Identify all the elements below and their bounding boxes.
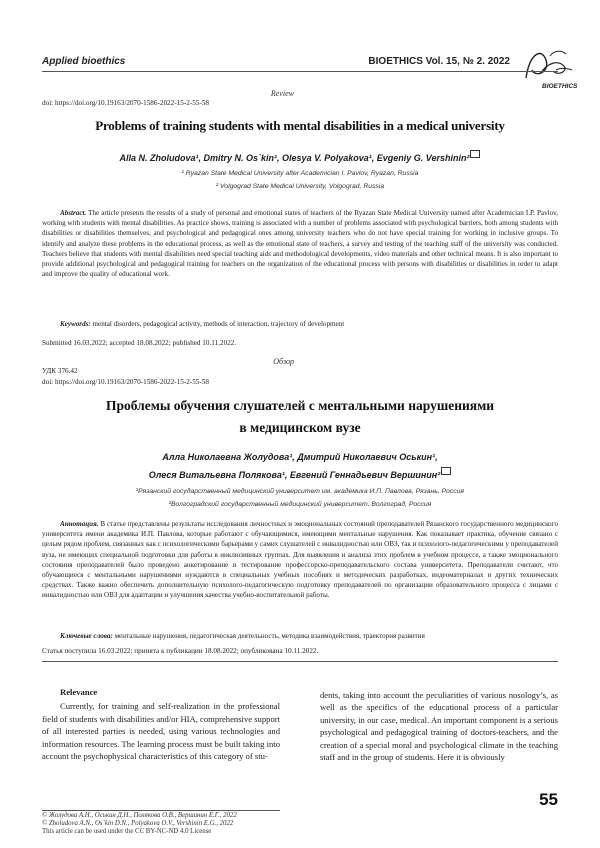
keywords-label-ru: Ключевые слова:: [60, 632, 113, 640]
article-title-ru-line2: в медицинском вузе: [239, 420, 361, 435]
body-column-right: [320, 689, 558, 763]
keywords-text-en: mental disorders, pedagogical activity, methods of interaction, trajectory of development: [90, 320, 345, 328]
udc-ru: УДК 376.42: [42, 367, 78, 375]
keywords-text-ru: ментальные нарушения, педагогическая деятельность, методика взаимодействия, траектория развития: [112, 632, 425, 640]
copyright-ru: © Жолудова А.Н., Оськин Д.Н., Полякова О.В., Вершинин Е.Г., 2022: [42, 812, 237, 819]
logo-mark-icon: [520, 44, 582, 90]
authors-ru-line1: Алла Николаевна Жолудова¹, Дмитрий Николаевич Оськин¹,: [162, 452, 438, 462]
copyright-block: [42, 812, 237, 837]
affiliation-1-ru: ¹Рязанский государственный медицинский университет им. академика И.П. Павлова, Рязань, Россия: [135, 488, 465, 495]
article-title-ru-line1: Проблемы обучения слушателей с ментальными нарушениями: [105, 398, 495, 413]
authors-en-text: Alla N. Zholudova¹, Dmitry N. Os`kin¹, Olesya V. Polyakova¹, Evgeniy G. Vershinin²: [119, 153, 470, 163]
authors-ru-line2: [42, 470, 558, 480]
footer-rule: [42, 810, 280, 811]
section-rule: [42, 661, 558, 662]
authors-en: [42, 153, 558, 163]
copyright-en: © Zholudova A.N., Os`kin D.N., Polyakova O.V., Vershinin E.G., 2022: [42, 820, 234, 828]
keywords-ru: [60, 632, 558, 640]
article-type-en: Review: [270, 89, 294, 98]
article-type-ru: Обзор: [273, 357, 294, 366]
authors-ru-line2-text: Олеся Витальевна Полякова¹, Евгений Геннадьевич Вершинин²: [148, 470, 441, 480]
affiliation-2-en: ² Volgograd State Medical University, Volgograd, Russia: [215, 183, 385, 190]
article-title-en: Problems of training students with mental disabilities in a medical university: [95, 118, 505, 133]
abstract-text-en: The article presents the results of a study of personal and emotional states of teachers of the Ryazan State Medical University named after Academician I.P. Pavlov, working with students with mental disabilities. As practice shows, training is associated with a number of problems associated with psychological barriers, both among students with disabilities or disabilities themselves, and psychological and pedagogical ones among university teachers who do not have special training for working in inclusive groups. To identify and analyze these problems in the educational process, as well as the emotional state of teachers, a survey and testing of the teaching staff of the university was conducted. Teachers believe that students with mental disabilities need special teaching aids and methodological developments, video materials and other technical means. It is also important to provide additional psychological and pedagogical training for teachers on the organization of the educational process with persons with disabilities or disabilities in order to adapt and improve the quality of educational work.: [42, 209, 558, 279]
journal-logo: [520, 44, 582, 90]
email-icon-ru: [441, 467, 451, 475]
email-icon: [470, 150, 480, 158]
body-column-left: [42, 686, 280, 762]
abstract-label-en: Abstract.: [60, 209, 87, 217]
section-heading: Relevance: [60, 687, 98, 697]
keywords-label-en: Keywords:: [60, 320, 91, 328]
logo-text: BIOETHICS: [542, 83, 578, 90]
abstract-ru: [42, 519, 558, 601]
keywords-en: [60, 320, 558, 328]
dates-en: Submitted 16.03.2022; accepted 18.08.2022; published 10.11.2022.: [42, 339, 237, 347]
body-text-right: dents, taking into account the peculiarities of various nosology’s, as well as the specifics of the educational process of a particular university, in our case, medical. An important component is a serious psychological and pedagogical training of doctors-teachers, and the creation of a special moral and psychological climate in the teaching staff and in the group of students. Here it is obviously: [320, 690, 558, 763]
header-rule: [42, 71, 558, 72]
abstract-text-ru: В статье представлены результаты исследования личностных и эмоциональных состояний преподавателей Рязанского государственного медицинского университета имени академика И.П. Павлова, которые работают с обучающимися, имеющими ментальные нарушения. Как показывает практика, обучение связано с целым рядом проблем, связанных как с психологическими барьерами у самих слушателей с инвалидностью или ОВЗ, так и психолого-педагогическими у преподавателей вуза, не имеющих специальной подготовки для работы в инклюзивных группах. Для выявления и анализа этих проблем в учебном процессе, а также эмоционального состояния преподавателей было проведено анкетирование и тестирование профессорско-преподавательского состава университета. Преподаватели считают, что обучающиеся с ментальными нарушениями нуждаются в специальных учебных пособиях и методических разработках, видеоматериалах и других технических средствах. Также важно обеспечить дополнительную психолого-педагогическую подготовку преподавателей по организации образовательного процесса с лицами с инвалидностью или ОВЗ для адаптации и улучшения качества учебно-воспитательной работы.: [42, 520, 558, 600]
page-number: 55: [539, 790, 558, 809]
body-text-left: Currently, for training and self-realization in the professional field of students with disabilities and/or HIA, comprehensive support of all interested parties is needed, using various technologies and information resources. The learning process must be built taking into account the psychophysical characteristics of this category of stu-: [42, 701, 280, 762]
license-text: This article can be used under the CC BY-NC-ND 4.0 License: [42, 828, 212, 836]
abstract-label-ru: Аннотация.: [60, 520, 99, 528]
affiliation-1-en: ¹ Ryazan State Medical University after Academician I. Pavlov, Ryazan, Russia: [181, 170, 419, 177]
journal-issue: BIOETHICS Vol. 15, № 2. 2022: [368, 56, 510, 67]
doi-ru: doi: https://doi.org/10.19163/2070-1586-2022-15-2-55-58: [42, 378, 209, 386]
dates-ru: Статья поступила 16.03.2022; принята к публикации 18.08.2022; опубликована 10.11.2022.: [42, 647, 319, 655]
abstract-en: [42, 208, 558, 279]
journal-section: Applied bioethics: [42, 56, 126, 67]
affiliation-2-ru: ²Волгоградский государственный медицинский университет, Волгоград, Россия: [168, 501, 432, 508]
doi-en: doi: https://doi.org/10.19163/2070-1586-2022-15-2-55-58: [42, 99, 209, 107]
